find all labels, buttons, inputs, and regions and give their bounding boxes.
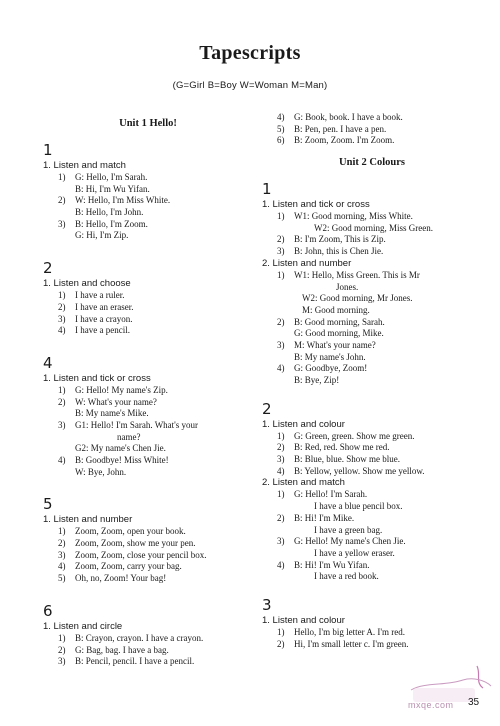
- script-lines: [43, 290, 253, 337]
- script-lines: [43, 633, 253, 668]
- lesson-number: 1: [43, 141, 53, 159]
- lesson-number: 5: [43, 495, 53, 514]
- script-line: 6) B: Zoom, Zoom. I'm Zoom.: [277, 135, 395, 146]
- exercise-heading: 1. Listen and tick or cross: [43, 372, 151, 384]
- lesson-number: 2: [43, 259, 53, 278]
- script-line: 1) G: Hello! My name's Zip.: [58, 384, 168, 395]
- script-lines: [262, 489, 482, 583]
- script-line: 3) B: John, this is Chen Jie.: [277, 246, 384, 257]
- script-line: 1) Zoom, Zoom, open your book.: [58, 526, 186, 537]
- script-line: I have a green bag.: [314, 524, 383, 535]
- script-line: I have a red book.: [314, 571, 379, 582]
- script-line: 2) B: Hi! I'm Mike.: [277, 512, 355, 523]
- script-line: 1) Hello, I'm big letter A. I'm red.: [277, 626, 405, 637]
- lesson-number: 4: [43, 353, 53, 372]
- script-line: 1) W1: Hello, Miss Green. This is Mr: [277, 269, 420, 280]
- exercise-heading: 2. Listen and match: [262, 477, 345, 489]
- script-line: M: Good morning.: [302, 304, 370, 315]
- script-line: B: Hello, I'm John.: [75, 207, 144, 218]
- script-line: 2) G: Bag, bag. I have a bag.: [58, 644, 169, 655]
- script-line: W2: Good morning, Mr Jones.: [302, 293, 413, 304]
- exercise-heading: 1. Listen and tick or cross: [262, 199, 370, 211]
- script-lines: [262, 270, 482, 387]
- script-line: 2) B: I'm Zoom, This is Zip.: [277, 234, 386, 245]
- watermark-logo-icon: [405, 660, 495, 720]
- speaker-legend: (G=Girl B=Boy W=Woman M=Man): [172, 80, 328, 91]
- script-line: 2) B: Good morning, Sarah.: [277, 316, 385, 327]
- script-lines: [262, 211, 482, 258]
- script-line: 2) Zoom, Zoom, show me your pen.: [58, 538, 196, 549]
- script-line: name?: [117, 431, 141, 442]
- script-line: 2) W: What's your name?: [58, 396, 157, 407]
- script-line: G2: My name's Chen Jie.: [75, 443, 166, 454]
- script-line: 1) B: Crayon, crayon. I have a crayon.: [58, 632, 204, 643]
- script-line: 4) Zoom, Zoom, carry your bag.: [58, 561, 182, 572]
- script-line: 1) G: Green, green. Show me green.: [277, 430, 415, 441]
- script-line: 5) Oh, no, Zoom! Your bag!: [58, 573, 167, 584]
- page-title: Tapescripts: [199, 42, 301, 64]
- lesson-number: 2: [262, 399, 272, 418]
- script-line: 2) Hi, I'm small letter c. I'm green.: [277, 638, 409, 649]
- script-line: Jones.: [336, 281, 359, 292]
- exercise-heading: 1. Listen and match: [43, 160, 126, 171]
- script-line: 1) G: Hello, I'm Sarah.: [58, 172, 148, 182]
- script-line: 3) G: Hello! My name's Chen Jie.: [277, 536, 406, 547]
- script-line: I have a blue pencil box.: [314, 501, 403, 512]
- right-column: [262, 112, 482, 650]
- left-column: [43, 112, 253, 668]
- script-lines: [262, 627, 482, 650]
- script-line: 3) I have a crayon.: [58, 313, 133, 324]
- script-line: W: Bye, John.: [75, 466, 127, 477]
- unit-heading: Unit 1 Hello!: [119, 118, 177, 129]
- exercise-heading: 1. Listen and colour: [262, 614, 345, 626]
- exercise-heading: 1. Listen and colour: [262, 418, 345, 430]
- script-lines: [43, 385, 253, 479]
- script-lines: [262, 112, 482, 147]
- script-line: 3) B: Blue, blue. Show me blue.: [277, 454, 400, 465]
- lesson-number: 3: [262, 595, 272, 614]
- script-line: 4) G: Goodbye, Zoom!: [277, 363, 368, 374]
- lesson-number: 1: [262, 180, 272, 199]
- script-line: W2: Good morning, Miss Green.: [314, 222, 433, 233]
- script-line: 2) W: Hello, I'm Miss White.: [58, 195, 171, 206]
- script-line: I have a yellow eraser.: [314, 547, 395, 558]
- script-line: 1) G: Hello! I'm Sarah.: [277, 489, 368, 500]
- script-line: 3) Zoom, Zoom, close your pencil box.: [58, 549, 207, 560]
- script-line: 3) G1: Hello! I'm Sarah. What's your: [58, 419, 199, 430]
- script-lines: [43, 172, 253, 242]
- watermark-text: mxqe.com: [408, 700, 454, 710]
- script-lines: [262, 431, 482, 478]
- unit-heading: Unit 2 Colours: [339, 157, 405, 169]
- exercise-heading: 1. Listen and number: [43, 514, 133, 526]
- lesson-number: 6: [43, 601, 53, 620]
- exercise-heading: 2. Listen and number: [262, 257, 352, 269]
- script-line: 2) B: Red, red. Show me red.: [277, 442, 390, 453]
- script-line: 4) B: Hi! I'm Wu Yifan.: [277, 559, 370, 570]
- script-line: G: Good morning, Mike.: [294, 328, 384, 339]
- script-line: B: My name's Mike.: [75, 408, 149, 419]
- script-line: 3) M: What's your name?: [277, 339, 376, 350]
- exercise-heading: 1. Listen and choose: [43, 278, 131, 290]
- script-lines: [43, 526, 253, 584]
- script-line: 5) B: Pen, pen. I have a pen.: [277, 123, 387, 134]
- script-line: 3) B: Pencil, pencil. I have a pencil.: [58, 656, 195, 667]
- script-line: 3) B: Hello, I'm Zoom.: [58, 218, 148, 229]
- script-line: B: Bye, Zip!: [294, 375, 340, 385]
- script-line: B: My name's John.: [294, 351, 366, 362]
- exercise-heading: 1. Listen and circle: [43, 620, 123, 632]
- script-line: 4) I have a pencil.: [58, 325, 130, 336]
- script-line: 2) I have an eraser.: [58, 301, 134, 312]
- script-line: 1) W1: Good morning, Miss White.: [277, 211, 413, 222]
- script-line: 4) B: Yellow, yellow. Show me yellow.: [277, 465, 425, 476]
- page-number: 35: [468, 697, 480, 708]
- script-line: G: Hi, I'm Zip.: [75, 230, 129, 241]
- script-line: 1) I have a ruler.: [58, 290, 125, 301]
- script-line: 4) B: Goodbye! Miss White!: [58, 455, 169, 465]
- script-line: B: Hi, I'm Wu Yifan.: [75, 183, 150, 194]
- script-line: 4) G: Book, book. I have a book.: [277, 112, 403, 122]
